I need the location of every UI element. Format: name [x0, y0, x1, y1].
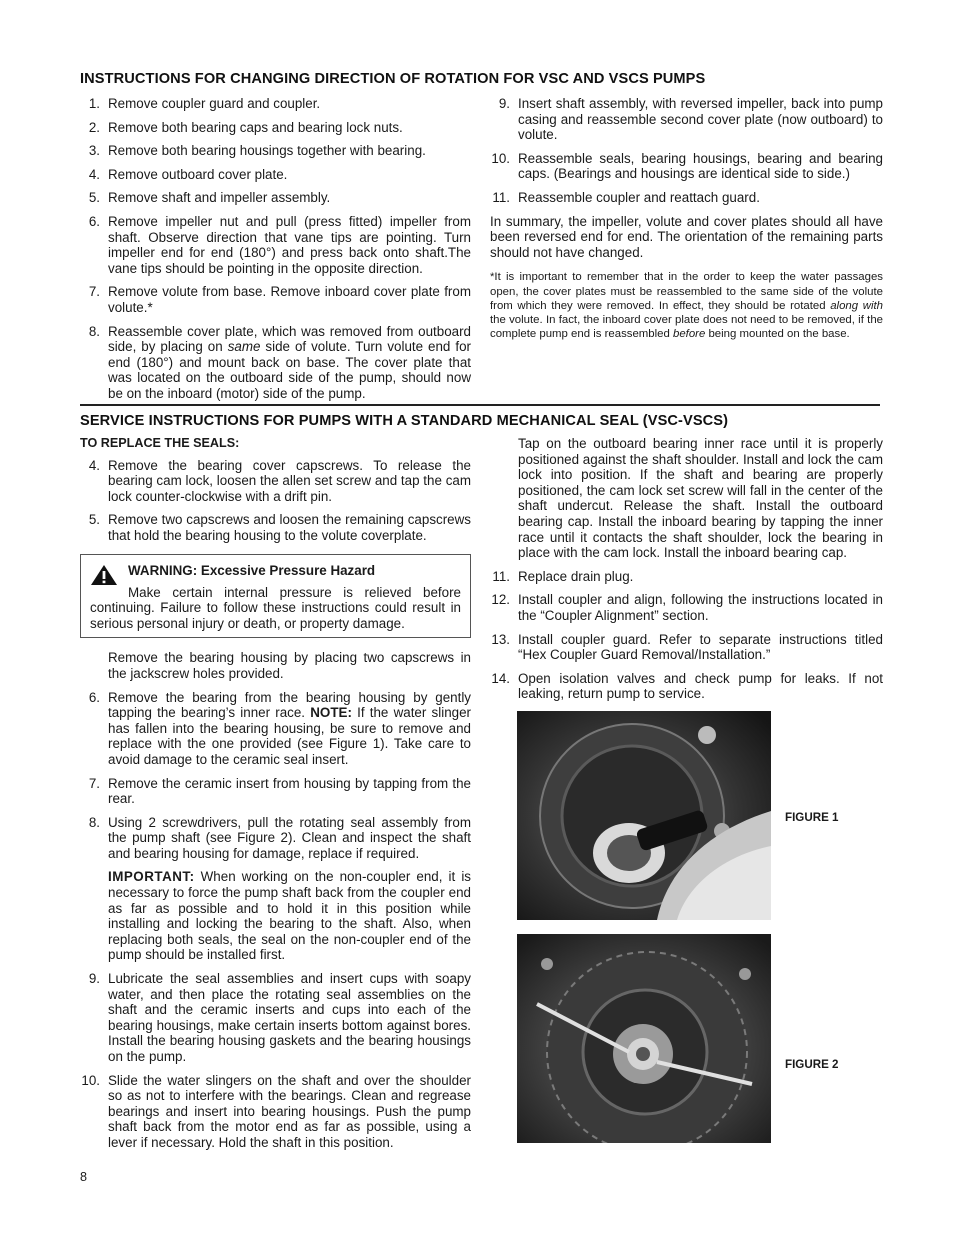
seal-replacement-subtitle: TO REPLACE THE SEALS:: [80, 436, 240, 450]
seal-assembly-image: [517, 934, 771, 1143]
step-8-number: 8.: [88, 814, 100, 830]
step-6: [80, 690, 471, 768]
rotation-left-step-7: [80, 284, 471, 315]
step-text: Reassemble coupler and reattach guard.: [518, 189, 760, 205]
rotation-right-step-3: [490, 190, 883, 206]
warning-title-wrap: [128, 563, 375, 579]
step-10-text: Slide the water slingers on the shaft and over the shoulder so as not to interfere with the bearings. Clean and regrease bearings and insert into bearing housings. Push the pump shaft back from the motor end as far as possible, using a lever if necessary. Hold the shaft in this position.: [108, 1072, 471, 1150]
rotation-left-step-5: [80, 190, 471, 206]
step-number: 5.: [88, 512, 100, 528]
important-note: [80, 869, 471, 963]
step-number: 6.: [88, 213, 100, 229]
step-text: Remove both bearing housings together with bearing.: [108, 143, 426, 159]
rotation-left-step-6: [80, 214, 471, 276]
warning-box: [80, 554, 471, 639]
step-8: [80, 815, 471, 862]
step-number: 5.: [88, 190, 100, 206]
rotation-left-step-2: [80, 120, 471, 136]
seal-b-step-4: [490, 671, 883, 702]
step-number: 4.: [88, 166, 100, 182]
step-number: 12.: [491, 592, 510, 608]
section1-right-steps: [490, 96, 883, 206]
step-text: Remove the bearing cover capscrews. To release the bearing cam lock, loosen the allen set screw and tap the cam lock counter-clockwise with a drift pin.: [108, 457, 471, 504]
step-text: Remove impeller nut and pull (press fitted) impeller from shaft. Observe direction that vane tips are pointing. Turn impeller end for end (180°) and press back onto shaft.The vane tips should be pointing in the opposite direction.: [108, 213, 471, 276]
step-9-text: Lubricate the seal assemblies and insert cups with soapy water, and then place the rotating seal assemblies on the shaft and the ceramic inserts and cups into each of the bearing housings, make certain inserts bottom against bores. Install the bearing housing gaskets and the bearing housings on the pump.: [108, 971, 471, 1064]
figure-2-label: FIGURE 2: [785, 1058, 839, 1071]
step-text: Reassemble seals, bearing housings, bearing and bearing caps. (Bearings and housings are identical side to side.): [518, 150, 883, 182]
figure-2-photo: [517, 934, 771, 1143]
remove-housing-text: Remove the bearing housing by placing two capscrews in the jackscrew holes provided.: [108, 650, 471, 681]
step-number: 11.: [492, 568, 510, 584]
section2-left-column: [80, 436, 471, 1159]
section-divider: [80, 404, 880, 406]
step-8-text: Using 2 screwdrivers, pull the rotating seal assembly from the pump shaft (see Figure 2). Clean and inspect the shaft and bearing housing for damage, replace if required.: [108, 814, 471, 861]
seal-steps-final: [490, 569, 883, 702]
step-text: Install coupler and align, following the instructions located in the “Coupler Alignment” section.: [518, 592, 883, 623]
warning-triangle-icon: [90, 564, 118, 586]
rotation-right-step-1: [490, 96, 883, 143]
step-number: 3.: [88, 143, 100, 159]
footnote-text-b: the volute. In fact, the inboard cover plate does not need to be removed, if the complete pump end is reassembled: [490, 313, 883, 341]
step-text: Remove volute from base. Remove inboard cover plate from volute.*: [108, 284, 471, 315]
step-number: 11.: [492, 189, 510, 205]
figure-1-label: FIGURE 1: [785, 811, 839, 824]
step-7: [80, 776, 471, 807]
step-10-continued: Tap on the outboard bearing inner race until it is properly positioned against the shaft shoulder. Install and lock the cam lock into position. If the shaft and bearing are properly positioned, the cam lock set screw will fall in the center of the shaft undercut. Release the shaft. Install the outboard bearing cap. Install the inboard bearing by tapping the inner race until it contacts the shaft shoulder, lock the bearing in place with the cam lock. Install the inboard bearing cap.: [518, 436, 883, 561]
step-text-rest: side of volute. Turn volute end for end (180°) and mount back on base. The cover plate that was located on the outboard side of the pump, should now be on the inboard (motor) side of the pump.: [108, 339, 471, 401]
important-text: When working on the non-coupler end, it is necessary to force the pump shaft back from the coupler end as far as possible and to hold it in this position while installing and locking the bearing to the shaft. Also, when replacing both seals, the seal on the non-coupler end of the pump should be installed first.: [108, 869, 471, 963]
step-6-text: Remove the bearing from the bearing housing by gently tapping the bearing’s inner race.: [108, 689, 471, 721]
step-text: Remove two capscrews and loosen the remaining capscrews that hold the bearing housing to the volute coverplate.: [108, 512, 471, 543]
section2-title: SERVICE INSTRUCTIONS FOR PUMPS WITH A STANDARD MECHANICAL SEAL (VSC-VSCS): [80, 413, 729, 429]
step-text: Remove shaft and impeller assembly.: [108, 190, 331, 206]
step-text: Remove outboard cover plate.: [108, 166, 288, 182]
step-text: Install coupler guard. Refer to separate instructions titled “Hex Coupler Guard Removal/Installation.”: [518, 631, 883, 663]
warning-header: [90, 563, 461, 586]
summary-paragraph: In summary, the impeller, volute and cover plates should all have been reversed end for end. The orientation of the remaining parts should not have changed.: [490, 213, 883, 260]
seal-b-step-1: [490, 569, 883, 585]
rotation-left-step-4: [80, 167, 471, 183]
seal-b-step-3: [490, 632, 883, 663]
step-text: Remove both bearing caps and bearing lock nuts.: [108, 119, 403, 135]
step-10-number: 10.: [81, 1072, 100, 1088]
section1-right-column: [490, 96, 883, 349]
rotation-left-step-8: [80, 324, 471, 402]
footnote: [490, 270, 883, 341]
step-text: Replace drain plug.: [518, 568, 634, 584]
footnote-emphasis-1: along with: [830, 299, 883, 312]
seal-a-step-2: [80, 512, 471, 543]
step-number: 10.: [491, 150, 510, 166]
seal-steps-first: [80, 458, 471, 544]
step-number: 2.: [88, 119, 100, 135]
rotation-left-step-1: [80, 96, 471, 112]
step-6-note-text: If the water slinger has fallen into the bearing housing, be sure to remove and replace with the one provided (see Figure 1). Take care to avoid damage to the ceramic seal insert.: [108, 705, 471, 767]
section2-right-column: [490, 436, 883, 710]
step-text: Reassemble cover plate, which was removed from outboard side, by placing on: [108, 323, 471, 355]
step-number: 14.: [491, 670, 510, 686]
warning-text: Make certain internal pressure is relieved before continuing. Failure to follow these instructions could result in serious personal injury or death, or property damage.: [90, 584, 461, 631]
section1-title: INSTRUCTIONS FOR CHANGING DIRECTION OF ROTATION FOR VSC AND VSCS PUMPS: [80, 71, 706, 87]
bearing-housing-image: [517, 711, 771, 920]
step-number: 8.: [88, 323, 100, 339]
step-number: 1.: [88, 96, 100, 111]
step-number: 9.: [498, 96, 510, 111]
step-6-note-label: NOTE:: [310, 705, 352, 721]
warning-title: WARNING: Excessive Pressure Hazard: [128, 562, 376, 578]
step-emphasis: same: [227, 339, 261, 355]
step-7-number: 7.: [88, 775, 100, 791]
footnote-text-c: being mounted on the base.: [705, 328, 850, 341]
rotation-left-step-3: [80, 143, 471, 159]
rotation-right-step-2: [490, 151, 883, 182]
footnote-emphasis-2: before: [672, 328, 706, 341]
section1-left-column: [80, 96, 471, 410]
footnote-text-a: *It is important to remember that in the order to keep the water passages open, the cover plates must be reassembled to the same side of the volute from which they were removed. In effect, they should be rotated: [490, 271, 883, 312]
section1-left-steps: [80, 96, 471, 402]
step-9-number: 9.: [88, 971, 100, 987]
seal-a-step-1: [80, 458, 471, 505]
figure-1-photo: [517, 711, 771, 920]
seal-steps-third: [80, 971, 471, 1151]
step-number: 7.: [88, 284, 100, 300]
step-6-number: 6.: [88, 689, 100, 705]
step-text: Remove coupler guard and coupler.: [108, 96, 321, 111]
seal-steps-second: [80, 690, 471, 862]
important-label: IMPORTANT:: [108, 869, 195, 885]
step-9: [80, 971, 471, 1065]
step-text: Insert shaft assembly, with reversed impeller, back into pump casing and reassemble second cover plate (now outboard) to volute.: [518, 96, 883, 143]
step-text: Open isolation valves and check pump for leaks. If not leaking, return pump to service.: [518, 670, 883, 702]
step-number: 13.: [491, 631, 510, 647]
seal-b-step-2: [490, 592, 883, 623]
step-number: 4.: [88, 457, 100, 473]
step-7-text: Remove the ceramic insert from housing by tapping from the rear.: [108, 775, 471, 807]
page-number: 8: [80, 1170, 88, 1184]
step-10: [80, 1073, 471, 1151]
